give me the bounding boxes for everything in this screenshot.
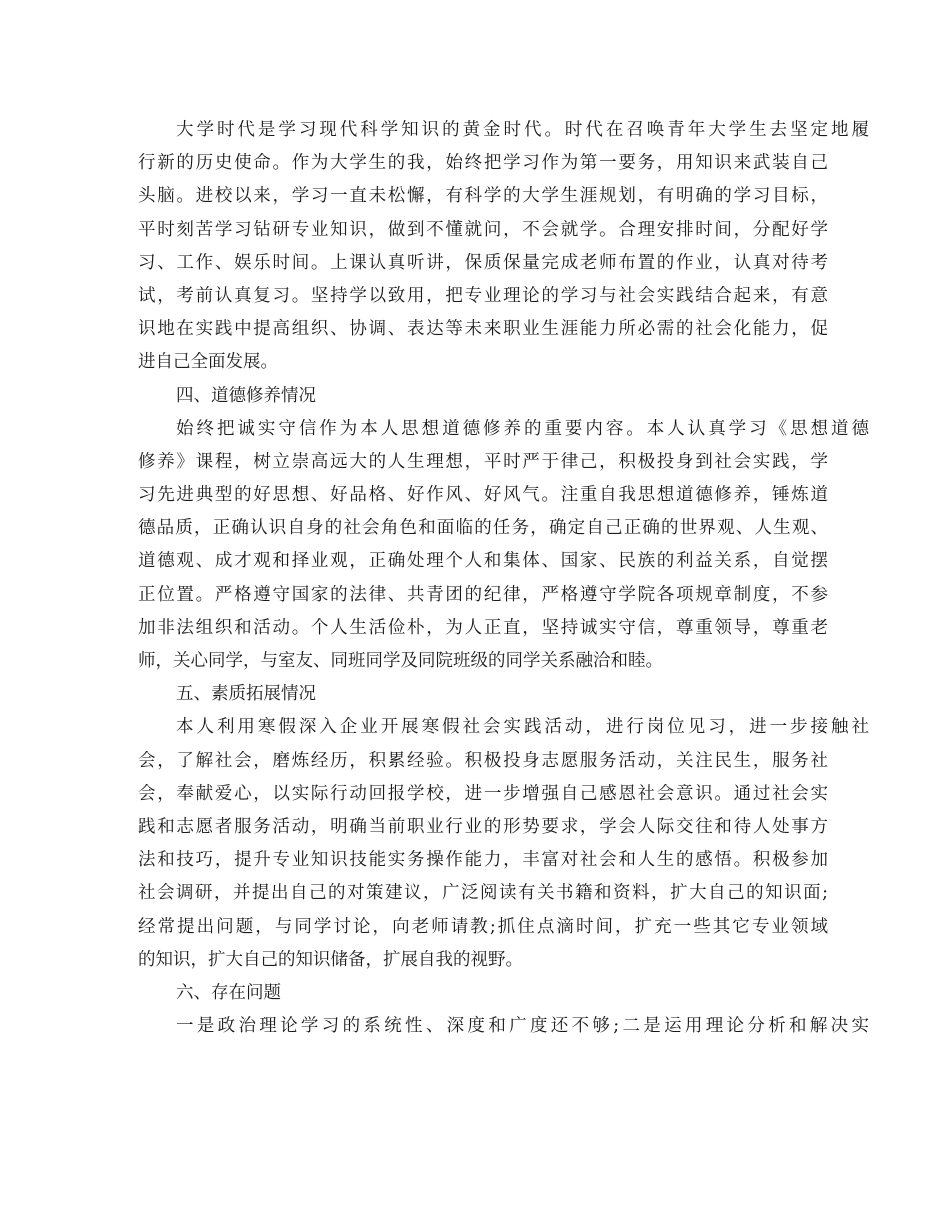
paragraph-line: 一是政治理论学习的系统性、深度和广度还不够;二是运用理论分析和解决实	[176, 1016, 866, 1037]
paragraph-line: 行新的历史使命。作为大学生的我，始终把学习作为第一要务，用知识来武装自己	[138, 153, 828, 174]
paragraph-line: 践和志愿者服务活动，明确当前职业行业的形势要求，学会人际交往和待人处事方	[138, 816, 828, 837]
paragraph-line: 的知识，扩大自己的知识储备，扩展自我的视野。	[138, 949, 523, 970]
paragraph-line: 试，考前认真复习。坚持学以致用，把专业理论的学习与社会实践结合起来，有意	[138, 285, 828, 306]
paragraph-line: 识地在实践中提高组织、协调、表达等未来职业生涯能力所必需的社会化能力，促	[138, 319, 828, 340]
section-heading: 六、存在问题	[176, 982, 281, 1003]
paragraph-line: 道德观、成才观和择业观，正确处理个人和集体、国家、民族的利益关系，自觉摆	[138, 551, 828, 572]
document-body	[138, 114, 866, 1043]
paragraph-line: 会，了解社会，磨炼经历，积累经验。积极投身志愿服务活动，关注民生，服务社	[138, 750, 828, 771]
paragraph-line: 习先进典型的好思想、好品格、好作风、好风气。注重自我思想道德修养，锤炼道	[138, 485, 828, 506]
paragraph-line: 头脑。进校以来，学习一直未松懈，有科学的大学生涯规划，有明确的学习目标，	[138, 186, 828, 207]
paragraph-line: 法和技巧，提升专业知识技能实务操作能力，丰富对社会和人生的感悟。积极参加	[138, 850, 828, 871]
paragraph-line: 经常提出问题，与同学讨论，向老师请教;抓住点滴时间，扩充一些其它专业领域	[138, 916, 828, 937]
paragraph-line: 正位置。严格遵守国家的法律、共青团的纪律，严格遵守学院各项规章制度，不参	[138, 584, 828, 605]
paragraph-line: 习、工作、娱乐时间。上课认真听讲，保质保量完成老师布置的作业，认真对待考	[138, 252, 828, 273]
paragraph-line: 修养》课程，树立崇高远大的人生理想，平时严于律己，积极投身到社会实践，学	[138, 451, 828, 472]
paragraph-line: 德品质，正确认识自身的社会角色和面临的任务，确定自己正确的世界观、人生观、	[138, 518, 828, 539]
paragraph-line: 加非法组织和活动。个人生活俭朴，为人正直，坚持诚实守信，尊重领导，尊重老	[138, 617, 828, 638]
paragraph-line: 始终把诚实守信作为本人思想道德修养的重要内容。本人认真学习《思想道德	[176, 418, 866, 439]
paragraph-line: 平时刻苦学习钻研专业知识，做到不懂就问，不会就学。合理安排时间，分配好学	[138, 219, 828, 240]
section-heading: 五、素质拓展情况	[176, 684, 316, 705]
paragraph-line: 进自己全面发展。	[138, 352, 278, 373]
paragraph-line: 社会调研，并提出自己的对策建议，广泛阅读有关书籍和资料，扩大自己的知识面;	[138, 883, 828, 904]
paragraph-line: 师，关心同学，与室友、同班同学及同院班级的同学关系融洽和睦。	[138, 651, 663, 671]
paragraph-line: 本人利用寒假深入企业开展寒假社会实践活动，进行岗位见习，进一步接触社	[176, 717, 866, 738]
paragraph-line: 大学时代是学习现代科学知识的黄金时代。时代在召唤青年大学生去坚定地履	[176, 120, 866, 140]
section-heading: 四、道德修养情况	[176, 385, 316, 406]
paragraph-line: 会，奉献爱心，以实际行动回报学校，进一步增强自己感恩社会意识。通过社会实	[138, 783, 828, 804]
